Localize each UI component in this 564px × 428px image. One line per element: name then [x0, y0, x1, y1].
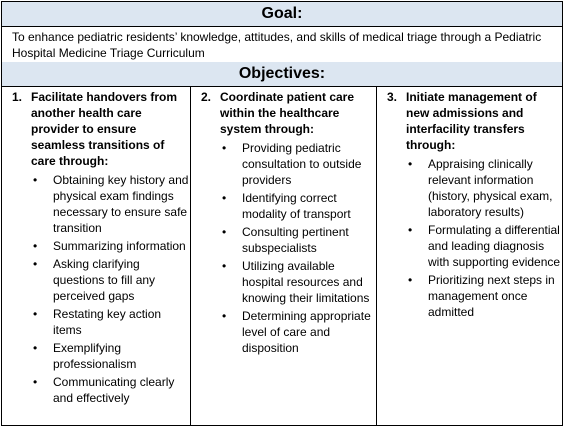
bullet-icon: •: [33, 257, 38, 271]
objectives-heading: Objectives:: [2, 62, 562, 87]
objective-heading: [191, 89, 376, 137]
objective-heading: [2, 89, 190, 169]
bullet-icon: •: [408, 223, 413, 237]
objective-column-1: [2, 87, 190, 425]
objective-number: 1.: [12, 90, 23, 104]
objective-list: [377, 156, 562, 320]
bullet-icon: •: [33, 307, 38, 321]
list-item: • Consulting pertinent subspecialists: [222, 225, 349, 255]
list-item: • Providing pediatric consultation to outside providers: [222, 141, 362, 187]
objective-column-3: [376, 87, 562, 425]
list-item: • Formulating a differential and leading diagnosis with supporting evidence: [408, 223, 561, 269]
objective-list: [2, 172, 190, 406]
goal-text: To enhance pediatric residents’ knowledge, attitudes, and skills of medical triage through a Pediatric Hospital Medicine Triage Curriculum: [12, 27, 556, 64]
bullet-icon: •: [33, 239, 38, 253]
bullet-icon: •: [222, 191, 227, 205]
list-item: • Prioritizing next steps in management once admitted: [408, 273, 555, 319]
bullet-icon: •: [222, 225, 227, 239]
bullet-icon: •: [33, 173, 38, 187]
list-item: • Asking clarifying questions to fill any perceived gaps: [33, 257, 156, 303]
bullet-icon: •: [222, 309, 227, 323]
objective-number: 3.: [387, 90, 398, 104]
bullet-icon: •: [408, 273, 413, 287]
bullet-icon: •: [408, 157, 413, 171]
list-item: • Summarizing information: [33, 239, 186, 253]
objective-title: Facilitate handovers from another health care provider to ensure seamless transitions of care through:: [31, 90, 178, 168]
list-item: • Determining appropriate level of care and disposition: [222, 309, 371, 355]
objective-column-2: [190, 87, 376, 425]
objectives-table: [1, 1, 563, 426]
bullet-icon: •: [33, 341, 38, 355]
list-item: • Utilizing available hospital resources and knowing their limitations: [222, 259, 370, 305]
goal-heading: Goal:: [2, 2, 562, 27]
list-item: • Restating key action items: [33, 307, 162, 337]
objective-title: Initiate management of new admissions and interfacility transfers through:: [406, 90, 537, 152]
list-item: • Communicating clearly and effectively: [33, 375, 175, 405]
list-item: • Appraising clinically relevant information (history, physical exam, laboratory results): [408, 157, 553, 219]
list-item: • Exemplifying professionalism: [33, 341, 137, 371]
list-item: • Identifying correct modality of transport: [222, 191, 351, 221]
list-item: • Obtaining key history and physical exam findings necessary to ensure safe transition: [33, 173, 189, 235]
objective-heading: [377, 89, 562, 153]
objective-list: [191, 140, 376, 356]
objective-number: 2.: [201, 90, 212, 104]
bullet-icon: •: [33, 375, 38, 389]
bullet-icon: •: [222, 141, 227, 155]
bullet-icon: •: [222, 259, 227, 273]
objective-title: Coordinate patient care within the healthcare system through:: [220, 90, 355, 136]
